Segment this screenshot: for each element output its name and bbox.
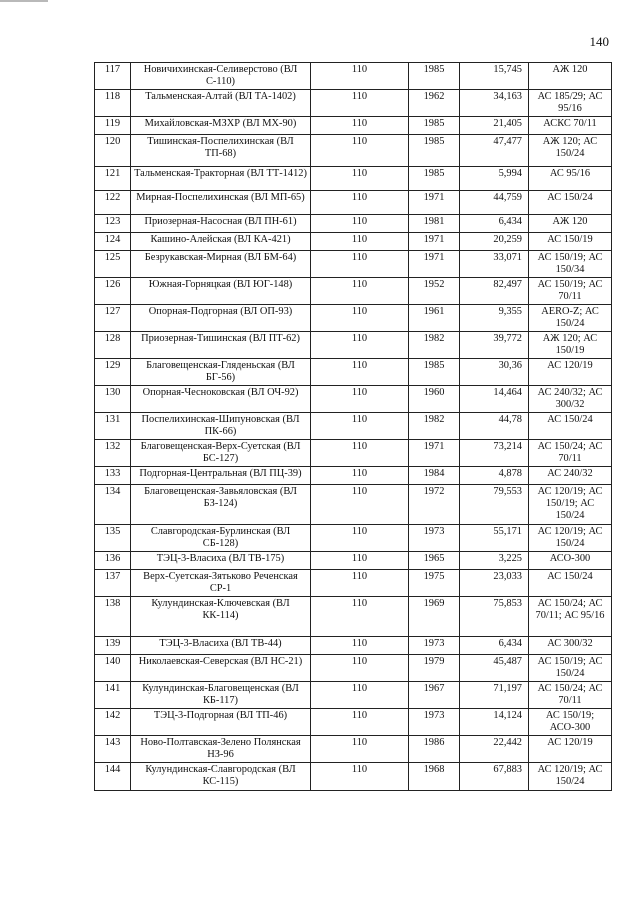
- wire-brand-cell: АС 240/32: [529, 467, 612, 485]
- commission-year-cell: 1985: [409, 63, 460, 90]
- commission-year-cell: 1985: [409, 117, 460, 135]
- voltage-kv-cell: 110: [311, 637, 409, 655]
- line-length-cell: 6,434: [460, 215, 529, 233]
- row-number-cell: 126: [95, 278, 131, 305]
- line-length-cell: 15,745: [460, 63, 529, 90]
- voltage-kv-cell: 110: [311, 233, 409, 251]
- table-row: [95, 440, 612, 467]
- voltage-kv-cell: 110: [311, 485, 409, 525]
- wire-brand-cell: АС 150/24; АС 70/11: [529, 682, 612, 709]
- wire-brand-cell: АС 185/29; АС 95/16: [529, 90, 612, 117]
- line-name-cell: Новичихинская-Селиверстово (ВЛ С-110): [131, 63, 311, 90]
- wire-brand-cell: АС 150/19; АС 150/34: [529, 251, 612, 278]
- table-row: [95, 215, 612, 233]
- line-length-cell: 75,853: [460, 597, 529, 637]
- row-number-cell: 136: [95, 552, 131, 570]
- line-length-cell: 45,487: [460, 655, 529, 682]
- wire-brand-cell: АС 95/16: [529, 167, 612, 191]
- table-row: [95, 485, 612, 525]
- row-number-cell: 137: [95, 570, 131, 597]
- commission-year-cell: 1971: [409, 233, 460, 251]
- commission-year-cell: 1986: [409, 736, 460, 763]
- voltage-kv-cell: 110: [311, 90, 409, 117]
- commission-year-cell: 1969: [409, 597, 460, 637]
- voltage-kv-cell: 110: [311, 763, 409, 791]
- table-row: [95, 467, 612, 485]
- wire-brand-cell: АС 150/19; АС 70/11: [529, 278, 612, 305]
- row-number-cell: 133: [95, 467, 131, 485]
- voltage-kv-cell: 110: [311, 135, 409, 167]
- row-number-cell: 128: [95, 332, 131, 359]
- line-length-cell: 5,994: [460, 167, 529, 191]
- power-lines-table-container: [94, 62, 611, 791]
- wire-brand-cell: АС 150/24; АС 70/11: [529, 440, 612, 467]
- line-length-cell: 30,36: [460, 359, 529, 386]
- row-number-cell: 134: [95, 485, 131, 525]
- table-row: [95, 682, 612, 709]
- commission-year-cell: 1965: [409, 552, 460, 570]
- row-number-cell: 124: [95, 233, 131, 251]
- voltage-kv-cell: 110: [311, 440, 409, 467]
- table-row: [95, 233, 612, 251]
- wire-brand-cell: АС 120/19; АС 150/24: [529, 763, 612, 791]
- commission-year-cell: 1979: [409, 655, 460, 682]
- line-length-cell: 20,259: [460, 233, 529, 251]
- line-name-cell: Николаевская-Северская (ВЛ НС-21): [131, 655, 311, 682]
- line-name-cell: Тальменская-Тракторная (ВЛ ТТ-1412): [131, 167, 311, 191]
- voltage-kv-cell: 110: [311, 682, 409, 709]
- voltage-kv-cell: 110: [311, 332, 409, 359]
- row-number-cell: 135: [95, 525, 131, 552]
- voltage-kv-cell: 110: [311, 191, 409, 215]
- wire-brand-cell: АСКС 70/11: [529, 117, 612, 135]
- line-length-cell: 79,553: [460, 485, 529, 525]
- scan-edge-mark: [0, 0, 48, 2]
- table-row: [95, 191, 612, 215]
- row-number-cell: 127: [95, 305, 131, 332]
- line-name-cell: Южная-Горняцкая (ВЛ ЮГ-148): [131, 278, 311, 305]
- row-number-cell: 123: [95, 215, 131, 233]
- voltage-kv-cell: 110: [311, 117, 409, 135]
- line-length-cell: 33,071: [460, 251, 529, 278]
- commission-year-cell: 1973: [409, 637, 460, 655]
- line-length-cell: 21,405: [460, 117, 529, 135]
- voltage-kv-cell: 110: [311, 525, 409, 552]
- wire-brand-cell: АС 150/24: [529, 570, 612, 597]
- table-row: [95, 117, 612, 135]
- row-number-cell: 119: [95, 117, 131, 135]
- commission-year-cell: 1960: [409, 386, 460, 413]
- commission-year-cell: 1962: [409, 90, 460, 117]
- voltage-kv-cell: 110: [311, 278, 409, 305]
- wire-brand-cell: AERO-Z; АС 150/24: [529, 305, 612, 332]
- voltage-kv-cell: 110: [311, 736, 409, 763]
- commission-year-cell: 1985: [409, 359, 460, 386]
- line-name-cell: Поспелихинская-Шипуновская (ВЛ ПК-66): [131, 413, 311, 440]
- line-length-cell: 55,171: [460, 525, 529, 552]
- wire-brand-cell: АЖ 120; АС 150/24: [529, 135, 612, 167]
- wire-brand-cell: АЖ 120: [529, 215, 612, 233]
- row-number-cell: 140: [95, 655, 131, 682]
- line-name-cell: Мирная-Поспелихинская (ВЛ МП-65): [131, 191, 311, 215]
- line-length-cell: 6,434: [460, 637, 529, 655]
- voltage-kv-cell: 110: [311, 167, 409, 191]
- voltage-kv-cell: 110: [311, 552, 409, 570]
- commission-year-cell: 1975: [409, 570, 460, 597]
- line-length-cell: 47,477: [460, 135, 529, 167]
- line-length-cell: 3,225: [460, 552, 529, 570]
- table-row: [95, 570, 612, 597]
- row-number-cell: 141: [95, 682, 131, 709]
- line-length-cell: 14,464: [460, 386, 529, 413]
- row-number-cell: 130: [95, 386, 131, 413]
- wire-brand-cell: АС 120/19; АС 150/19; АС 150/24: [529, 485, 612, 525]
- line-name-cell: Тальменская-Алтай (ВЛ ТА-1402): [131, 90, 311, 117]
- wire-brand-cell: АС 150/19: [529, 233, 612, 251]
- voltage-kv-cell: 110: [311, 570, 409, 597]
- table-row: [95, 736, 612, 763]
- line-name-cell: Кашино-Алейская (ВЛ КА-421): [131, 233, 311, 251]
- table-row: [95, 251, 612, 278]
- table-row: [95, 597, 612, 637]
- line-name-cell: Благовещенская-Верх-Суетская (ВЛ БС-127): [131, 440, 311, 467]
- table-row: [95, 386, 612, 413]
- commission-year-cell: 1952: [409, 278, 460, 305]
- voltage-kv-cell: 110: [311, 305, 409, 332]
- voltage-kv-cell: 110: [311, 63, 409, 90]
- line-length-cell: 39,772: [460, 332, 529, 359]
- row-number-cell: 125: [95, 251, 131, 278]
- wire-brand-cell: АС 120/19; АС 150/24: [529, 525, 612, 552]
- commission-year-cell: 1971: [409, 251, 460, 278]
- commission-year-cell: 1982: [409, 413, 460, 440]
- row-number-cell: 129: [95, 359, 131, 386]
- commission-year-cell: 1972: [409, 485, 460, 525]
- table-row: [95, 135, 612, 167]
- voltage-kv-cell: 110: [311, 359, 409, 386]
- commission-year-cell: 1971: [409, 191, 460, 215]
- line-name-cell: ТЭЦ-3-Власиха (ВЛ ТВ-44): [131, 637, 311, 655]
- page-number: 140: [589, 34, 609, 49]
- table-row: [95, 655, 612, 682]
- table-row: [95, 413, 612, 440]
- line-length-cell: 82,497: [460, 278, 529, 305]
- row-number-cell: 121: [95, 167, 131, 191]
- row-number-cell: 122: [95, 191, 131, 215]
- table-row: [95, 305, 612, 332]
- table-row: [95, 63, 612, 90]
- voltage-kv-cell: 110: [311, 709, 409, 736]
- wire-brand-cell: АС 150/24: [529, 191, 612, 215]
- commission-year-cell: 1981: [409, 215, 460, 233]
- table-row: [95, 709, 612, 736]
- voltage-kv-cell: 110: [311, 467, 409, 485]
- line-name-cell: Кулундинская-Славгородская (ВЛ КС-115): [131, 763, 311, 791]
- line-length-cell: 22,442: [460, 736, 529, 763]
- commission-year-cell: 1973: [409, 525, 460, 552]
- voltage-kv-cell: 110: [311, 215, 409, 233]
- row-number-cell: 132: [95, 440, 131, 467]
- commission-year-cell: 1984: [409, 467, 460, 485]
- line-name-cell: Приозерная-Тишинская (ВЛ ПТ-62): [131, 332, 311, 359]
- commission-year-cell: 1971: [409, 440, 460, 467]
- line-name-cell: Ново-Полтавская-Зелено Полянская НЗ-96: [131, 736, 311, 763]
- row-number-cell: 139: [95, 637, 131, 655]
- line-name-cell: Михайловская-МЗХР (ВЛ МХ-90): [131, 117, 311, 135]
- row-number-cell: 142: [95, 709, 131, 736]
- wire-brand-cell: АС 150/19; АС 150/24: [529, 655, 612, 682]
- line-length-cell: 9,355: [460, 305, 529, 332]
- line-name-cell: ТЭЦ-3-Подгорная (ВЛ ТП-46): [131, 709, 311, 736]
- line-name-cell: Кулундинская-Благовещенская (ВЛ КБ-117): [131, 682, 311, 709]
- row-number-cell: 143: [95, 736, 131, 763]
- wire-brand-cell: АС 120/19: [529, 736, 612, 763]
- row-number-cell: 120: [95, 135, 131, 167]
- voltage-kv-cell: 110: [311, 251, 409, 278]
- line-name-cell: ТЭЦ-3-Власиха (ВЛ ТВ-175): [131, 552, 311, 570]
- line-name-cell: Приозерная-Насосная (ВЛ ПН-61): [131, 215, 311, 233]
- line-name-cell: Благовещенская-Завьяловская (ВЛ БЗ-124): [131, 485, 311, 525]
- line-length-cell: 34,163: [460, 90, 529, 117]
- table-row: [95, 278, 612, 305]
- wire-brand-cell: АСО-300: [529, 552, 612, 570]
- commission-year-cell: 1961: [409, 305, 460, 332]
- commission-year-cell: 1967: [409, 682, 460, 709]
- line-length-cell: 44,78: [460, 413, 529, 440]
- commission-year-cell: 1985: [409, 167, 460, 191]
- wire-brand-cell: АС 120/19: [529, 359, 612, 386]
- commission-year-cell: 1982: [409, 332, 460, 359]
- voltage-kv-cell: 110: [311, 655, 409, 682]
- power-lines-table: [94, 62, 612, 791]
- row-number-cell: 138: [95, 597, 131, 637]
- table-row: [95, 167, 612, 191]
- line-name-cell: Кулундинская-Ключевская (ВЛ КК-114): [131, 597, 311, 637]
- voltage-kv-cell: 110: [311, 413, 409, 440]
- wire-brand-cell: АС 300/32: [529, 637, 612, 655]
- wire-brand-cell: АЖ 120; АС 150/19: [529, 332, 612, 359]
- wire-brand-cell: АС 150/24; АС 70/11; АС 95/16: [529, 597, 612, 637]
- table-row: [95, 359, 612, 386]
- line-name-cell: Верх-Суетская-Зятьково Реченская СР-1: [131, 570, 311, 597]
- wire-brand-cell: АС 150/24: [529, 413, 612, 440]
- wire-brand-cell: АС 240/32; АС 300/32: [529, 386, 612, 413]
- row-number-cell: 118: [95, 90, 131, 117]
- line-name-cell: Опорная-Подгорная (ВЛ ОП-93): [131, 305, 311, 332]
- table-row: [95, 90, 612, 117]
- line-name-cell: Безрукавская-Мирная (ВЛ БМ-64): [131, 251, 311, 278]
- line-name-cell: Славгородская-Бурлинская (ВЛ СБ-128): [131, 525, 311, 552]
- row-number-cell: 117: [95, 63, 131, 90]
- wire-brand-cell: АС 150/19; АСО-300: [529, 709, 612, 736]
- line-name-cell: Опорная-Чесноковская (ВЛ ОЧ-92): [131, 386, 311, 413]
- commission-year-cell: 1973: [409, 709, 460, 736]
- table-row: [95, 637, 612, 655]
- commission-year-cell: 1985: [409, 135, 460, 167]
- voltage-kv-cell: 110: [311, 386, 409, 413]
- line-length-cell: 67,883: [460, 763, 529, 791]
- row-number-cell: 131: [95, 413, 131, 440]
- voltage-kv-cell: 110: [311, 597, 409, 637]
- line-name-cell: Подгорная-Центральная (ВЛ ПЦ-39): [131, 467, 311, 485]
- line-name-cell: Тишинская-Поспелихинская (ВЛ ТП-68): [131, 135, 311, 167]
- row-number-cell: 144: [95, 763, 131, 791]
- line-length-cell: 14,124: [460, 709, 529, 736]
- line-name-cell: Благовещенская-Гляденьская (ВЛ БГ-56): [131, 359, 311, 386]
- table-row: [95, 763, 612, 791]
- line-length-cell: 71,197: [460, 682, 529, 709]
- line-length-cell: 73,214: [460, 440, 529, 467]
- table-row: [95, 552, 612, 570]
- table-row: [95, 332, 612, 359]
- line-length-cell: 44,759: [460, 191, 529, 215]
- wire-brand-cell: АЖ 120: [529, 63, 612, 90]
- line-length-cell: 23,033: [460, 570, 529, 597]
- line-length-cell: 4,878: [460, 467, 529, 485]
- table-row: [95, 525, 612, 552]
- commission-year-cell: 1968: [409, 763, 460, 791]
